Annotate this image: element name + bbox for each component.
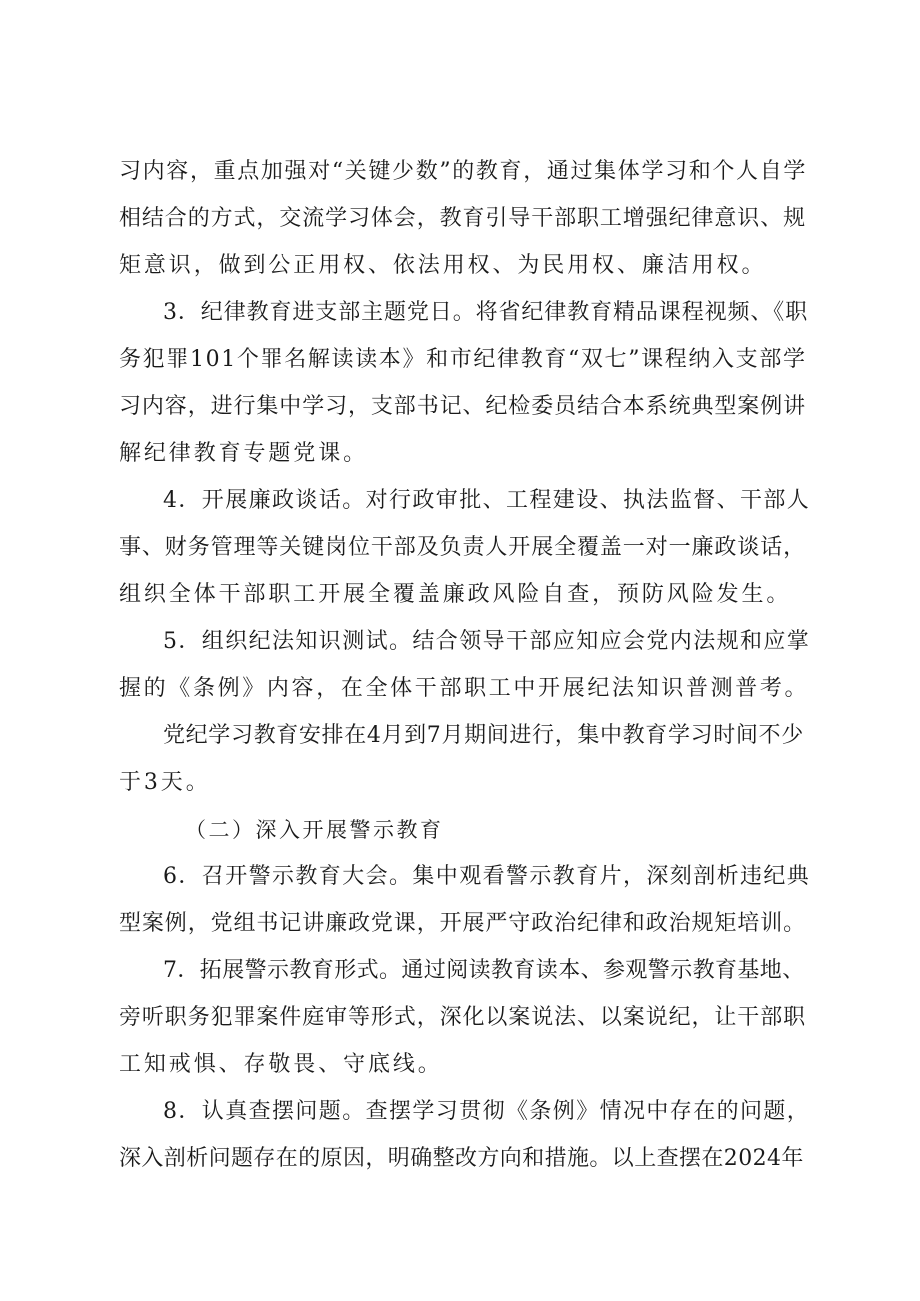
item-3-line: 3．纪律教育进支部主题党日。将省纪律教育精品课程视频、《职 (163, 300, 809, 325)
item-4-line: 组织全体干部职工开展全覆盖廉政风险自查，预防风险发生。 (119, 582, 792, 607)
item-6-line: 型案例，党组书记讲廉政党课，开展严守政治纪律和政治规矩培训。 (119, 911, 807, 936)
paragraph-line: 相结合的方式，交流学习体会，教育引导干部职工增强纪律意识、规 (119, 206, 807, 231)
item-3-line: 务犯罪101个罪名解读读本》和市纪律教育“双七”课程纳入支部学 (119, 347, 807, 372)
item-3-line: 习内容，进行集中学习，支部书记、纪检委员结合本系统典型案例讲 (119, 394, 807, 419)
item-4-line: 4．开展廉政谈话。对行政审批、工程建设、执法监督、干部人 (163, 488, 811, 513)
item-8-line: 深入剖析问题存在的原因，明确整改方向和措施。以上查摆在2024年 (119, 1146, 804, 1171)
schedule-line: 于3天。 (119, 770, 211, 795)
item-7-line: 7．拓展警示教育形式。通过阅读教育读本、参观警示教育基地、 (163, 958, 805, 983)
paragraph-line: 习内容，重点加强对“关键少数”的教育，通过集体学习和个人自学 (119, 159, 807, 184)
item-3-line: 解纪律教育专题党课。 (119, 441, 369, 466)
section-heading: （二）深入开展警示教育 (185, 818, 444, 842)
schedule-line: 党纪学习教育安排在4月到7月期间进行，集中教育学习时间不少 (163, 723, 804, 748)
item-5-line: 握的《条例》内容，在全体干部职工中开展纪法知识普测普考。 (119, 676, 810, 701)
item-7-line: 旁听职务犯罪案件庭审等形式，深化以案说法、以案说纪，让干部职 (119, 1005, 807, 1030)
item-8-line: 8．认真查摆问题。查摆学习贯彻《条例》情况中存在的问题， (163, 1099, 811, 1124)
item-4-line: 事、财务管理等关键岗位干部及负责人开展全覆盖一对一廉政谈话， (119, 535, 807, 560)
item-6-line: 6．召开警示教育大会。集中观看警示教育片，深刻剖析违纪典 (163, 864, 811, 889)
item-5-line: 5．组织纪法知识测试。结合领导干部应知应会党内法规和应掌 (163, 629, 811, 654)
paragraph-line: 矩意识，做到公正用权、依法用权、为民用权、廉洁用权。 (119, 253, 767, 278)
item-7-line: 工知戒惧、存敬畏、守底线。 (119, 1052, 443, 1077)
